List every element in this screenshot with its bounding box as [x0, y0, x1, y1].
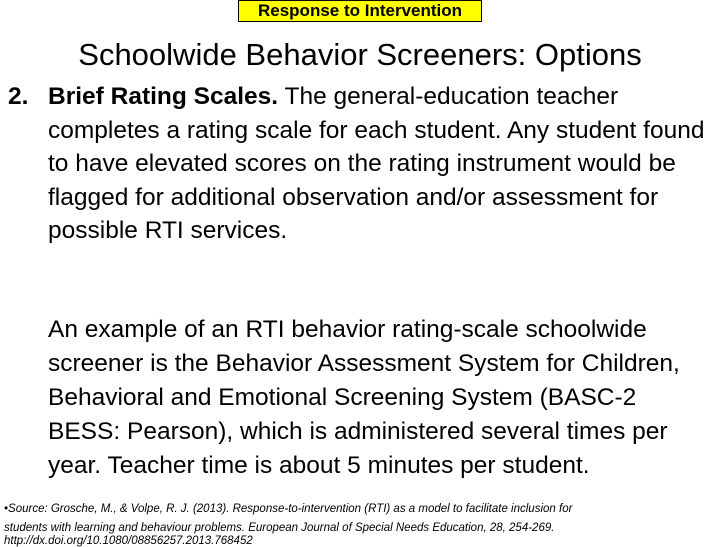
list-item-brief-rating-scales [8, 80, 713, 248]
source-line-2: students with learning and behaviour problems. European Journal of Special Needs Education, 28, 254-269. [4, 522, 555, 534]
header-banner: Response to Intervention [238, 0, 482, 22]
source-line-1: •Source: Grosche, M., & Volpe, R. J. (2013). Response-to-intervention (RTI) as a model to facilitate inclusion for [4, 503, 573, 515]
source-doi-link[interactable]: http://dx.doi.org/10.1080/08856257.2013.768452 [4, 535, 253, 547]
list-item-number: 2. [8, 83, 29, 110]
slide-title: Schoolwide Behavior Screeners: Options [78, 37, 642, 72]
example-paragraph: An example of an RTI behavior rating-scale schoolwide screener is the Behavior Assessment System for Children, Behavioral and Emotional Screening System (BASC-2 BESS: Pearson), which is administered several times per year. Teacher time is about 5 minutes per student. [48, 316, 680, 479]
list-item-lead: Brief Rating Scales. [48, 83, 279, 110]
list-item-body [48, 80, 713, 248]
list-item-text: The general-education teacher completes a rating scale for each student. Any student found to have elevated scores on the rating instrument would be flagged for additional observation and/or assessment for possible RTI services. [48, 83, 705, 244]
